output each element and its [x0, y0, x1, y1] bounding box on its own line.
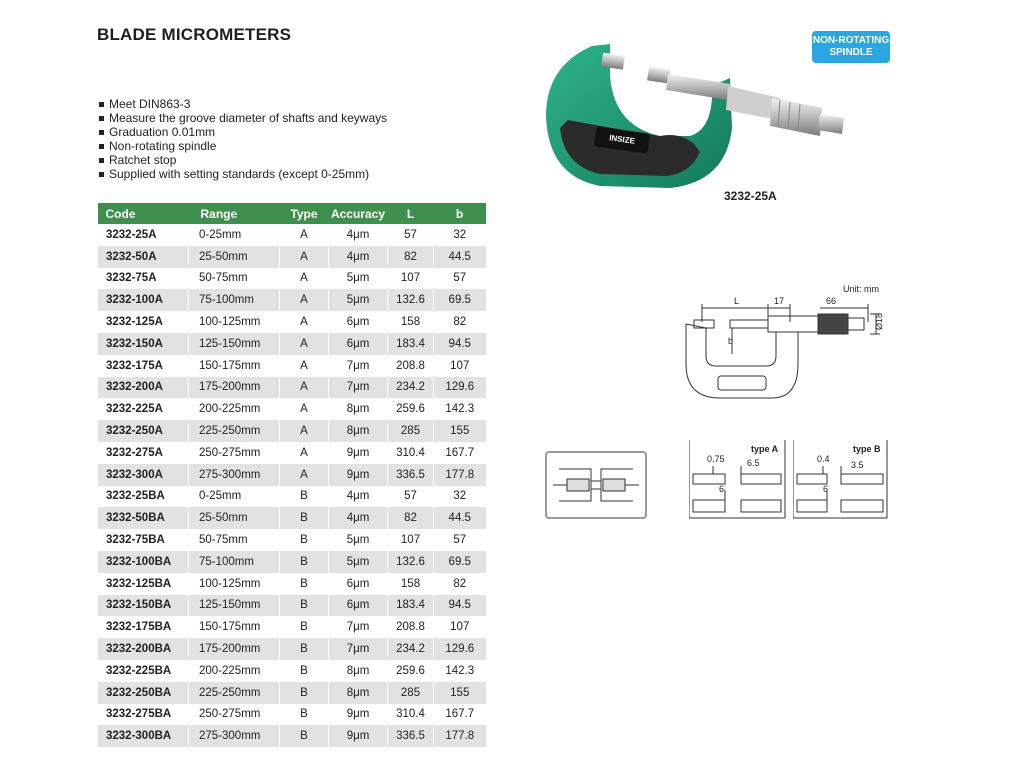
table-row	[98, 660, 486, 682]
cell-code: 3232-100BA	[98, 551, 189, 573]
cell-type: B	[280, 704, 329, 726]
cell-code: 3232-200BA	[98, 638, 189, 660]
cell-range: 100-125mm	[189, 573, 280, 595]
table-row	[98, 377, 486, 399]
type-a-dim-2: 6.5	[747, 458, 760, 468]
cell-accuracy: 5μm	[329, 289, 388, 311]
cell-b: 142.3	[434, 660, 486, 682]
cell-code: 3232-300BA	[98, 725, 189, 747]
cell-accuracy: 4μm	[329, 486, 388, 508]
cell-code: 3232-250BA	[98, 682, 189, 704]
cell-range: 250-275mm	[189, 442, 280, 464]
cell-accuracy: 8μm	[329, 660, 388, 682]
cell-b: 167.7	[434, 704, 486, 726]
cell-type: B	[280, 682, 329, 704]
cell-l: 183.4	[388, 333, 434, 355]
table-row	[98, 529, 486, 551]
cell-b: 69.5	[434, 289, 486, 311]
type-a-dim-3: 6	[719, 484, 725, 494]
cell-accuracy: 6μm	[329, 595, 388, 617]
cell-accuracy: 9μm	[329, 442, 388, 464]
cell-b: 82	[434, 573, 486, 595]
feature-item: Supplied with setting standards (except 0-25mm)	[97, 167, 387, 181]
cell-range: 125-150mm	[189, 595, 280, 617]
table-row	[98, 725, 486, 747]
cell-accuracy: 7μm	[329, 377, 388, 399]
cell-b: 107	[434, 355, 486, 377]
cell-l: 234.2	[388, 638, 434, 660]
table-row	[98, 246, 486, 268]
cell-type: B	[280, 486, 329, 508]
cell-type: A	[280, 333, 329, 355]
feature-item: Ratchet stop	[97, 153, 387, 167]
dim-l: L	[734, 296, 740, 306]
table-row	[98, 595, 486, 617]
cell-b: 177.8	[434, 464, 486, 486]
table-row	[98, 638, 486, 660]
cell-code: 3232-225A	[98, 398, 189, 420]
cell-type: A	[280, 398, 329, 420]
type-b-drawing	[793, 440, 889, 520]
cell-l: 132.6	[388, 551, 434, 573]
cell-code: 3232-125A	[98, 311, 189, 333]
cell-type: A	[280, 268, 329, 290]
cell-l: 82	[388, 507, 434, 529]
cell-l: 259.6	[388, 398, 434, 420]
cell-b: 82	[434, 311, 486, 333]
cell-range: 225-250mm	[189, 682, 280, 704]
cell-type: B	[280, 507, 329, 529]
cell-b: 44.5	[434, 246, 486, 268]
cell-code: 3232-50A	[98, 246, 189, 268]
cell-code: 3232-75BA	[98, 529, 189, 551]
cell-range: 75-100mm	[189, 289, 280, 311]
cell-accuracy: 5μm	[329, 529, 388, 551]
cell-b: 155	[434, 682, 486, 704]
type-b-dim-1: 0.4	[817, 454, 830, 464]
cell-type: A	[280, 377, 329, 399]
table-row	[98, 616, 486, 638]
page-title: BLADE MICROMETERS	[97, 25, 292, 44]
cell-code: 3232-300A	[98, 464, 189, 486]
feature-item: Measure the groove diameter of shafts and keyways	[97, 111, 387, 125]
cell-l: 107	[388, 268, 434, 290]
cell-accuracy: 4μm	[329, 507, 388, 529]
cell-type: A	[280, 355, 329, 377]
cell-range: 275-300mm	[189, 464, 280, 486]
frame-logo: INSIZE	[608, 133, 636, 146]
cell-l: 208.8	[388, 355, 434, 377]
table-row	[98, 573, 486, 595]
cell-type: B	[280, 551, 329, 573]
blade-detail-drawing	[545, 451, 647, 519]
cell-accuracy: 5μm	[329, 551, 388, 573]
column-header-range: Range	[189, 203, 280, 224]
cell-b: 57	[434, 268, 486, 290]
cell-code: 3232-150A	[98, 333, 189, 355]
cell-l: 285	[388, 420, 434, 442]
column-header-b: b	[434, 203, 486, 224]
spec-table-body	[98, 224, 486, 747]
cell-accuracy: 8μm	[329, 420, 388, 442]
cell-l: 57	[388, 224, 434, 246]
cell-type: B	[280, 529, 329, 551]
cell-b: 57	[434, 529, 486, 551]
table-row	[98, 507, 486, 529]
cell-b: 32	[434, 486, 486, 508]
cell-code: 3232-150BA	[98, 595, 189, 617]
cell-range: 200-225mm	[189, 660, 280, 682]
table-row	[98, 355, 486, 377]
cell-b: 129.6	[434, 377, 486, 399]
cell-range: 175-200mm	[189, 377, 280, 399]
dim-17: 17	[774, 296, 785, 306]
table-row	[98, 442, 486, 464]
type-a-label: type A	[751, 444, 779, 454]
cell-range: 175-200mm	[189, 638, 280, 660]
cell-code: 3232-100A	[98, 289, 189, 311]
cell-range: 150-175mm	[189, 616, 280, 638]
cell-b: 142.3	[434, 398, 486, 420]
cell-l: 285	[388, 682, 434, 704]
cell-b: 107	[434, 616, 486, 638]
cell-range: 25-50mm	[189, 246, 280, 268]
dim-diameter: Ø18	[874, 312, 884, 330]
table-row	[98, 311, 486, 333]
cell-b: 167.7	[434, 442, 486, 464]
table-row	[98, 682, 486, 704]
type-a-drawing	[689, 440, 787, 520]
cell-type: B	[280, 573, 329, 595]
table-row	[98, 551, 486, 573]
feature-item: Graduation 0.01mm	[97, 125, 387, 139]
cell-accuracy: 4μm	[329, 246, 388, 268]
cell-range: 275-300mm	[189, 725, 280, 747]
cell-code: 3232-175BA	[98, 616, 189, 638]
cell-b: 177.8	[434, 725, 486, 747]
spec-table	[97, 203, 486, 747]
cell-l: 183.4	[388, 595, 434, 617]
column-header-code: Code	[98, 203, 189, 224]
cell-code: 3232-275A	[98, 442, 189, 464]
unit-note: Unit: mm	[843, 284, 879, 294]
table-row	[98, 420, 486, 442]
cell-range: 100-125mm	[189, 311, 280, 333]
cell-b: 69.5	[434, 551, 486, 573]
cell-b: 155	[434, 420, 486, 442]
cell-b: 32	[434, 224, 486, 246]
table-row	[98, 704, 486, 726]
cell-l: 310.4	[388, 704, 434, 726]
cell-l: 158	[388, 311, 434, 333]
table-row	[98, 224, 486, 246]
badge-line-2: SPINDLE	[829, 47, 873, 58]
badge-line-1: NON-ROTATING	[812, 35, 890, 46]
cell-l: 107	[388, 529, 434, 551]
cell-type: B	[280, 660, 329, 682]
column-header-type: Type	[280, 203, 329, 224]
column-header-accuracy: Accuracy	[329, 203, 388, 224]
feature-list	[97, 97, 387, 181]
cell-accuracy: 9μm	[329, 704, 388, 726]
cell-range: 25-50mm	[189, 507, 280, 529]
cell-range: 125-150mm	[189, 333, 280, 355]
cell-accuracy: 5μm	[329, 268, 388, 290]
table-row	[98, 398, 486, 420]
cell-accuracy: 4μm	[329, 224, 388, 246]
type-b-dim-2: 3.5	[851, 460, 864, 470]
cell-type: A	[280, 464, 329, 486]
cell-accuracy: 6μm	[329, 573, 388, 595]
cell-range: 75-100mm	[189, 551, 280, 573]
cell-range: 250-275mm	[189, 704, 280, 726]
table-row	[98, 268, 486, 290]
cell-accuracy: 7μm	[329, 616, 388, 638]
table-row	[98, 486, 486, 508]
cell-b: 129.6	[434, 638, 486, 660]
feature-item: Meet DIN863-3	[97, 97, 387, 111]
cell-l: 259.6	[388, 660, 434, 682]
type-a-dim-1: 0.75	[707, 454, 725, 464]
cell-accuracy: 8μm	[329, 398, 388, 420]
dimension-drawing	[680, 294, 890, 406]
cell-code: 3232-200A	[98, 377, 189, 399]
type-b-label: type B	[853, 444, 881, 454]
cell-range: 0-25mm	[189, 486, 280, 508]
cell-type: A	[280, 420, 329, 442]
cell-l: 336.5	[388, 464, 434, 486]
cell-accuracy: 7μm	[329, 638, 388, 660]
feature-item: Non-rotating spindle	[97, 139, 387, 153]
cell-type: B	[280, 725, 329, 747]
dim-66: 66	[826, 296, 837, 306]
cell-accuracy: 6μm	[329, 333, 388, 355]
cell-l: 132.6	[388, 289, 434, 311]
cell-accuracy: 6μm	[329, 311, 388, 333]
cell-range: 150-175mm	[189, 355, 280, 377]
cell-l: 310.4	[388, 442, 434, 464]
cell-accuracy: 9μm	[329, 725, 388, 747]
cell-accuracy: 7μm	[329, 355, 388, 377]
cell-range: 200-225mm	[189, 398, 280, 420]
cell-accuracy: 9μm	[329, 464, 388, 486]
micrometer-photo	[540, 36, 860, 196]
cell-code: 3232-275BA	[98, 704, 189, 726]
cell-range: 225-250mm	[189, 420, 280, 442]
cell-l: 158	[388, 573, 434, 595]
cell-type: A	[280, 442, 329, 464]
column-header-l: L	[388, 203, 434, 224]
cell-type: A	[280, 311, 329, 333]
cell-range: 0-25mm	[189, 224, 280, 246]
cell-range: 50-75mm	[189, 529, 280, 551]
cell-l: 57	[388, 486, 434, 508]
cell-b: 44.5	[434, 507, 486, 529]
table-row	[98, 289, 486, 311]
dim-b: b	[728, 336, 734, 346]
cell-type: A	[280, 246, 329, 268]
cell-l: 82	[388, 246, 434, 268]
cell-type: B	[280, 616, 329, 638]
cell-code: 3232-75A	[98, 268, 189, 290]
cell-code: 3232-25A	[98, 224, 189, 246]
cell-type: A	[280, 289, 329, 311]
cell-accuracy: 8μm	[329, 682, 388, 704]
cell-type: B	[280, 595, 329, 617]
cell-code: 3232-175A	[98, 355, 189, 377]
table-row	[98, 333, 486, 355]
table-header-row	[98, 203, 486, 224]
cell-type: B	[280, 638, 329, 660]
cell-code: 3232-50BA	[98, 507, 189, 529]
cell-b: 94.5	[434, 333, 486, 355]
cell-l: 234.2	[388, 377, 434, 399]
cell-l: 336.5	[388, 725, 434, 747]
cell-b: 94.5	[434, 595, 486, 617]
cell-code: 3232-25BA	[98, 486, 189, 508]
cell-range: 50-75mm	[189, 268, 280, 290]
cell-code: 3232-225BA	[98, 660, 189, 682]
cell-type: A	[280, 224, 329, 246]
cell-code: 3232-125BA	[98, 573, 189, 595]
cell-code: 3232-250A	[98, 420, 189, 442]
photo-caption: 3232-25A	[724, 189, 777, 203]
type-b-dim-3: 6	[823, 484, 829, 494]
cell-l: 208.8	[388, 616, 434, 638]
table-row	[98, 464, 486, 486]
